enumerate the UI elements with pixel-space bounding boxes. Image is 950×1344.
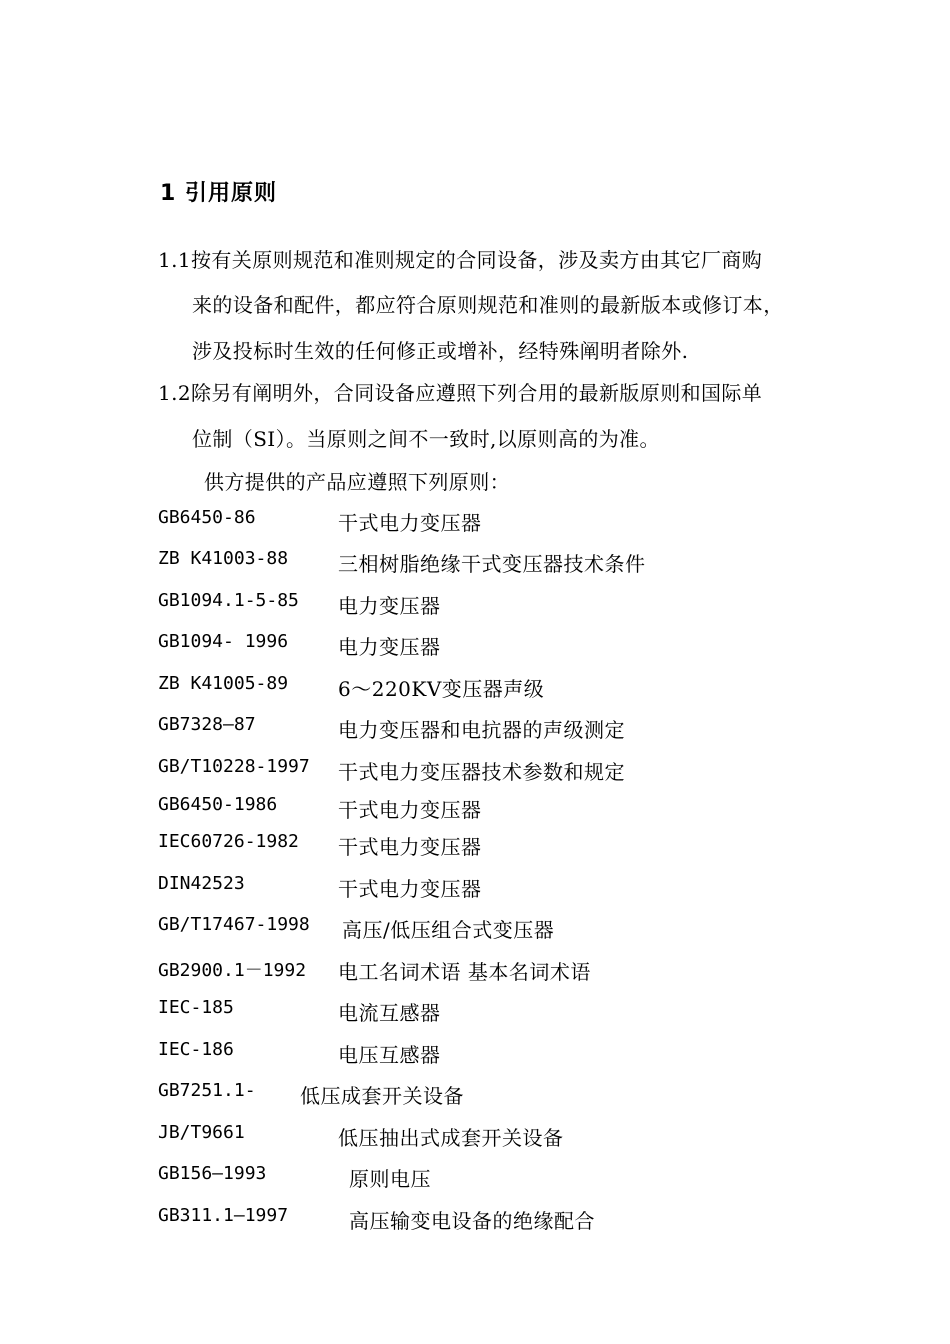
standard-name: 电力变压器 (338, 635, 441, 659)
standard-code: GB1094- 1996 (158, 631, 289, 652)
standard-name: 电流互感器 (338, 1001, 441, 1025)
standard-code: ZB K41003-88 (158, 548, 289, 569)
clause-1-1-line-3: 涉及投标时生效的任何修正或增补，经特殊阐明者除外. (192, 339, 689, 363)
standard-code: GB156—1993 (158, 1163, 267, 1184)
clause-1-1-line-1: 1.1按有关原则规范和准则规定的合同设备，涉及卖方由其它厂商购 (158, 248, 763, 272)
standard-name: 干式电力变压器 (338, 798, 482, 822)
clause-1-2-line-1: 1.2除另有阐明外，合同设备应遵照下列合用的最新版原则和国际单 (158, 381, 763, 405)
standard-name: 干式电力变压器 (338, 877, 482, 901)
standard-code: IEC60726-1982 (158, 831, 299, 852)
standard-name: 电工名词术语 基本名词术语 (338, 960, 591, 984)
standard-name: 高压/低压组合式变压器 (342, 918, 555, 942)
standard-code: IEC-186 (158, 1039, 234, 1060)
standard-name: 电压互感器 (338, 1043, 441, 1067)
standard-code: GB311.1—1997 (158, 1205, 289, 1226)
standard-name: 原则电压 (349, 1167, 431, 1191)
standard-code: GB2900.1－1992 (158, 960, 307, 981)
standard-name: 干式电力变压器 (338, 511, 482, 535)
standard-name: 电力变压器 (338, 594, 441, 618)
standard-name: 干式电力变压器 (338, 835, 482, 859)
standard-code: ZB K41005-89 (158, 673, 289, 694)
standard-code: GB6450-1986 (158, 794, 278, 815)
standard-code: GB7251.1- (158, 1080, 256, 1101)
supplier-note: 供方提供的产品应遵照下列原则： (204, 470, 510, 494)
standard-name: 低压成套开关设备 (300, 1084, 464, 1108)
standard-name: 三相树脂绝缘干式变压器技术条件 (338, 552, 646, 576)
standard-code: IEC-185 (158, 997, 234, 1018)
standard-code: GB/T17467-1998 (158, 914, 310, 935)
clause-1-2-line-2: 位制（SI）。当原则之间不一致时,以原则高的为准。 (192, 427, 660, 451)
standard-code: GB6450-86 (158, 507, 256, 528)
section-heading: 1 引用原则 (160, 181, 277, 206)
standard-name: 6～220KV变压器声级 (338, 677, 545, 701)
standard-code: JB/T9661 (158, 1122, 245, 1143)
standard-name: 电力变压器和电抗器的声级测定 (338, 718, 625, 742)
standard-name: 高压输变电设备的绝缘配合 (349, 1209, 595, 1233)
standard-code: DIN42523 (158, 873, 245, 894)
standard-code: GB/T10228-1997 (158, 756, 310, 777)
standard-code: GB1094.1-5-85 (158, 590, 299, 611)
standard-code: GB7328—87 (158, 714, 256, 735)
standard-name: 干式电力变压器技术参数和规定 (338, 760, 625, 784)
clause-1-1-line-2: 来的设备和配件，都应符合原则规范和准则的最新版本或修订本， (192, 293, 784, 317)
standard-name: 低压抽出式成套开关设备 (338, 1126, 564, 1150)
